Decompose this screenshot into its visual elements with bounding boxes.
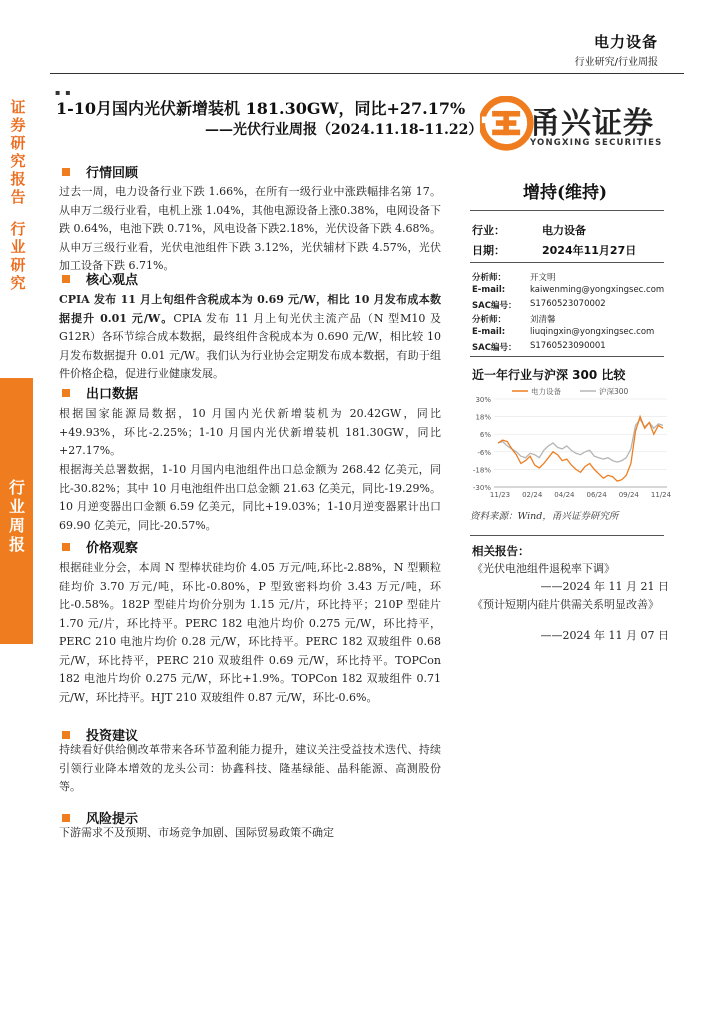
x-tick-label: 06/24: [586, 491, 607, 499]
section-heading: 核心观点: [86, 273, 139, 288]
side-char: 究: [10, 152, 26, 170]
section-heading: 风险提示: [86, 812, 139, 827]
date-label: 日期：: [472, 244, 505, 257]
analyst-row: [472, 341, 606, 353]
x-tick-label: 11/23: [489, 491, 511, 499]
comparison-title: 近一年行业与沪深 300 比较: [472, 368, 626, 382]
series-line: [498, 417, 663, 482]
market-review-text: 过去一周，电力设备行业下跌 1.66%，在所有一级行业中涨跌幅排名第 17。从申万二级行业看，电机上涨 1.04%，其他电源设备上涨0.38%，电网设备下跌 0.64%，电池下跌 0.71%，风电设备下跌2.18%，光伏设备下跌 4.68%。从申万三级行业看，光伏电池组件下跌 3.12%，光伏辅材下跌 4.57%，光伏加工设备下跌 6.71%。: [59, 185, 441, 272]
side-char: 行: [10, 220, 26, 238]
side-char: 究: [10, 274, 26, 292]
y-tick-label: -6%: [477, 448, 491, 457]
industry-value: 电力设备: [542, 224, 586, 237]
report-category: 电力设备: [593, 33, 658, 51]
price-text: 根据硅业分会，本周 N 型棒状硅均价 4.05 万元/吨,环比-2.88%，N 型颗粒硅均价 3.70 万元/吨，环比-0.80%，P 型致密料均价 3.43 万元/吨，环比-0.58%。182P 型硅片均价分别为 1.15 元/片，环比持平；210P 型硅片 1.70 元/片，环比持平。PERC 182 电池片均价 0.275 元/W，环比持平，PERC 210 电池片均价 0.28 元/W，环比持平。PERC 182 双玻组件 0.68 元/W，环比持平，PERC 210 双玻组件 0.69 元/W，环比持平。TOPCon 182 电池片均价 0.275 元/W，环比+1.9%。TOPCon 182 双玻组件 0.71 元/W，环比持平。HJT 210 双玻组件 0.87 元/W，环比-0.6%。: [59, 561, 441, 704]
analyst-value: S1760523090001: [530, 341, 606, 351]
report-title: 1-10月国内光伏新增装机 181.30GW，同比+27.17%: [56, 99, 466, 118]
y-tick-label: -18%: [472, 466, 491, 475]
side-char: 报: [10, 170, 26, 188]
rating-divider: [470, 210, 664, 211]
export-text-1: 根据国家能源局数据，10 月国内光伏新增装机为 20.42GW，同比+49.93%，环比-2.25%；1-10 月国内光伏新增装机 181.30GW，同比+27.17%。: [59, 407, 441, 457]
side-char: 业: [8, 497, 25, 516]
bullet-square-icon: [62, 389, 70, 397]
bullet-square-icon: [62, 168, 70, 176]
title-dots: ▪ ▪: [55, 88, 72, 97]
series-line: [498, 420, 663, 463]
date-row: [472, 242, 637, 258]
side-char: [8, 206, 28, 220]
date-value: 2024年11月27日: [542, 244, 637, 257]
analyst-label: 分析师：: [472, 315, 507, 325]
analyst-value: S1760523070002: [530, 299, 606, 309]
section-price: [62, 537, 138, 556]
export-text-2: 根据海关总署数据，1-10 月国内电池组件出口总金额为 268.42 亿美元，同比-30.82%；其中 10 月电池组件出口总金额 21.63 亿美元，同比-19.29%。10 月逆变器出口金额 6.59 亿美元，同比+19.03%；1-10月逆变器累计出口 69.90 亿美元，同比-20.57%。: [59, 463, 441, 532]
x-tick-label: 09/24: [618, 491, 639, 499]
x-tick-label: 04/24: [554, 491, 575, 499]
report-subtitle: 行业研究/行业周报: [574, 57, 658, 68]
side-char: 研: [10, 256, 26, 274]
side-char: 业: [10, 238, 26, 256]
x-tick-label: 02/24: [522, 491, 543, 499]
side-char: 证: [10, 98, 26, 116]
section-heading: 价格观察: [86, 541, 139, 556]
analyst-label: SAC编号：: [472, 343, 517, 353]
analyst-divider: [470, 356, 664, 357]
side-char: 告: [10, 188, 26, 206]
related-report-2[interactable]: 《预计短期内硅片供需关系明显改善》: [472, 598, 659, 611]
x-tick-label: 11/24: [650, 491, 672, 499]
analyst-email[interactable]: kaiwenming@yongxingsec.com: [530, 285, 665, 295]
analyst-label: 分析师：: [472, 273, 507, 283]
side-char: 报: [8, 535, 25, 554]
risk-text: 下游需求不及预期、市场竞争加剧、国际贸易政策不确定: [59, 826, 334, 839]
rating: 增持(维持): [523, 183, 608, 203]
info-divider: [470, 262, 664, 263]
analyst-label: E-mail:: [472, 327, 506, 337]
related-report-2-date: ——2024 年 11 月 07 日: [540, 629, 669, 642]
core-view-bold: CPIA 发布 11 月上旬组件含税成本为 0.69 元/W，相比 10 月发布成本数据提升 0.01 元/W。: [59, 293, 441, 325]
side-label-top: [8, 98, 28, 292]
related-title: 相关报告：: [472, 544, 530, 558]
side-label-box: [6, 478, 28, 554]
bullet-square-icon: [62, 731, 70, 739]
comparison-chart: [462, 385, 674, 505]
legend-label: 沪深300: [599, 387, 629, 396]
header-divider: [50, 73, 684, 74]
side-orange-box: [0, 378, 33, 644]
section-core-view: [62, 269, 138, 288]
analyst-row: [472, 285, 665, 295]
core-view-paragraph: [59, 291, 441, 384]
company-name-en: YONGXING SECURITIES: [530, 138, 663, 148]
industry-row: [472, 222, 586, 238]
section-market-review: [62, 162, 138, 181]
side-char: 周: [8, 516, 25, 535]
analyst-value: 开文明: [530, 273, 556, 283]
bullet-square-icon: [62, 543, 70, 551]
analyst-email[interactable]: liuqingxin@yongxingsec.com: [530, 327, 655, 337]
legend-label: 电力设备: [531, 387, 561, 396]
section-heading: 投资建议: [86, 729, 139, 744]
related-report-1-date: ——2024 年 11 月 21 日: [540, 580, 669, 593]
analyst-row: [472, 299, 606, 311]
company-name-cn: 甬兴证券: [530, 106, 654, 141]
core-view-text: CPIA 发布 11 月上旬光伏主流产品（N 型M10 及 G12R）各环节综合成本数据，最终组件含税成本为 0.690 元/W，相比较 10 月发布数据提升 0.01 元/W。我们认为行业协会定期发布成本数据，有助于组件价格企稳，促进行业健康发展。: [59, 311, 441, 380]
report-subtitle-line: ——光伏行业周报（2024.11.18-11.22）: [205, 122, 483, 138]
analyst-row: [472, 327, 655, 337]
analyst-value: 刘清馨: [530, 315, 556, 325]
y-tick-label: 6%: [479, 431, 491, 440]
analyst-label: E-mail:: [472, 285, 506, 295]
industry-label: 行业：: [472, 224, 505, 237]
bullet-square-icon: [62, 814, 70, 822]
side-char: 券: [10, 116, 26, 134]
analyst-row: [472, 313, 556, 325]
y-tick-label: 30%: [475, 396, 491, 404]
y-tick-label: 18%: [475, 413, 491, 422]
section-heading: 出口数据: [86, 387, 139, 402]
analyst-label: SAC编号：: [472, 301, 517, 311]
related-divider: [470, 535, 664, 536]
analyst-row: [472, 271, 556, 283]
section-heading: 行情回顾: [86, 166, 139, 181]
side-char: 行: [8, 478, 25, 497]
chart-source: 资料来源：Wind，甬兴证券研究所: [470, 511, 619, 522]
related-report-1[interactable]: 《光伏电池组件退税率下调》: [472, 562, 615, 575]
section-export: [62, 383, 138, 402]
bullet-square-icon: [62, 275, 70, 283]
side-char: 研: [10, 134, 26, 152]
advice-text: 持续看好供给侧改革带来各环节盈利能力提升，建议关注受益技术迭代、持续引领行业降本增效的龙头公司：协鑫科技、隆基绿能、晶科能源、高测股份等。: [59, 743, 441, 793]
y-tick-label: -30%: [472, 484, 491, 492]
company-logo-icon: [480, 96, 536, 152]
